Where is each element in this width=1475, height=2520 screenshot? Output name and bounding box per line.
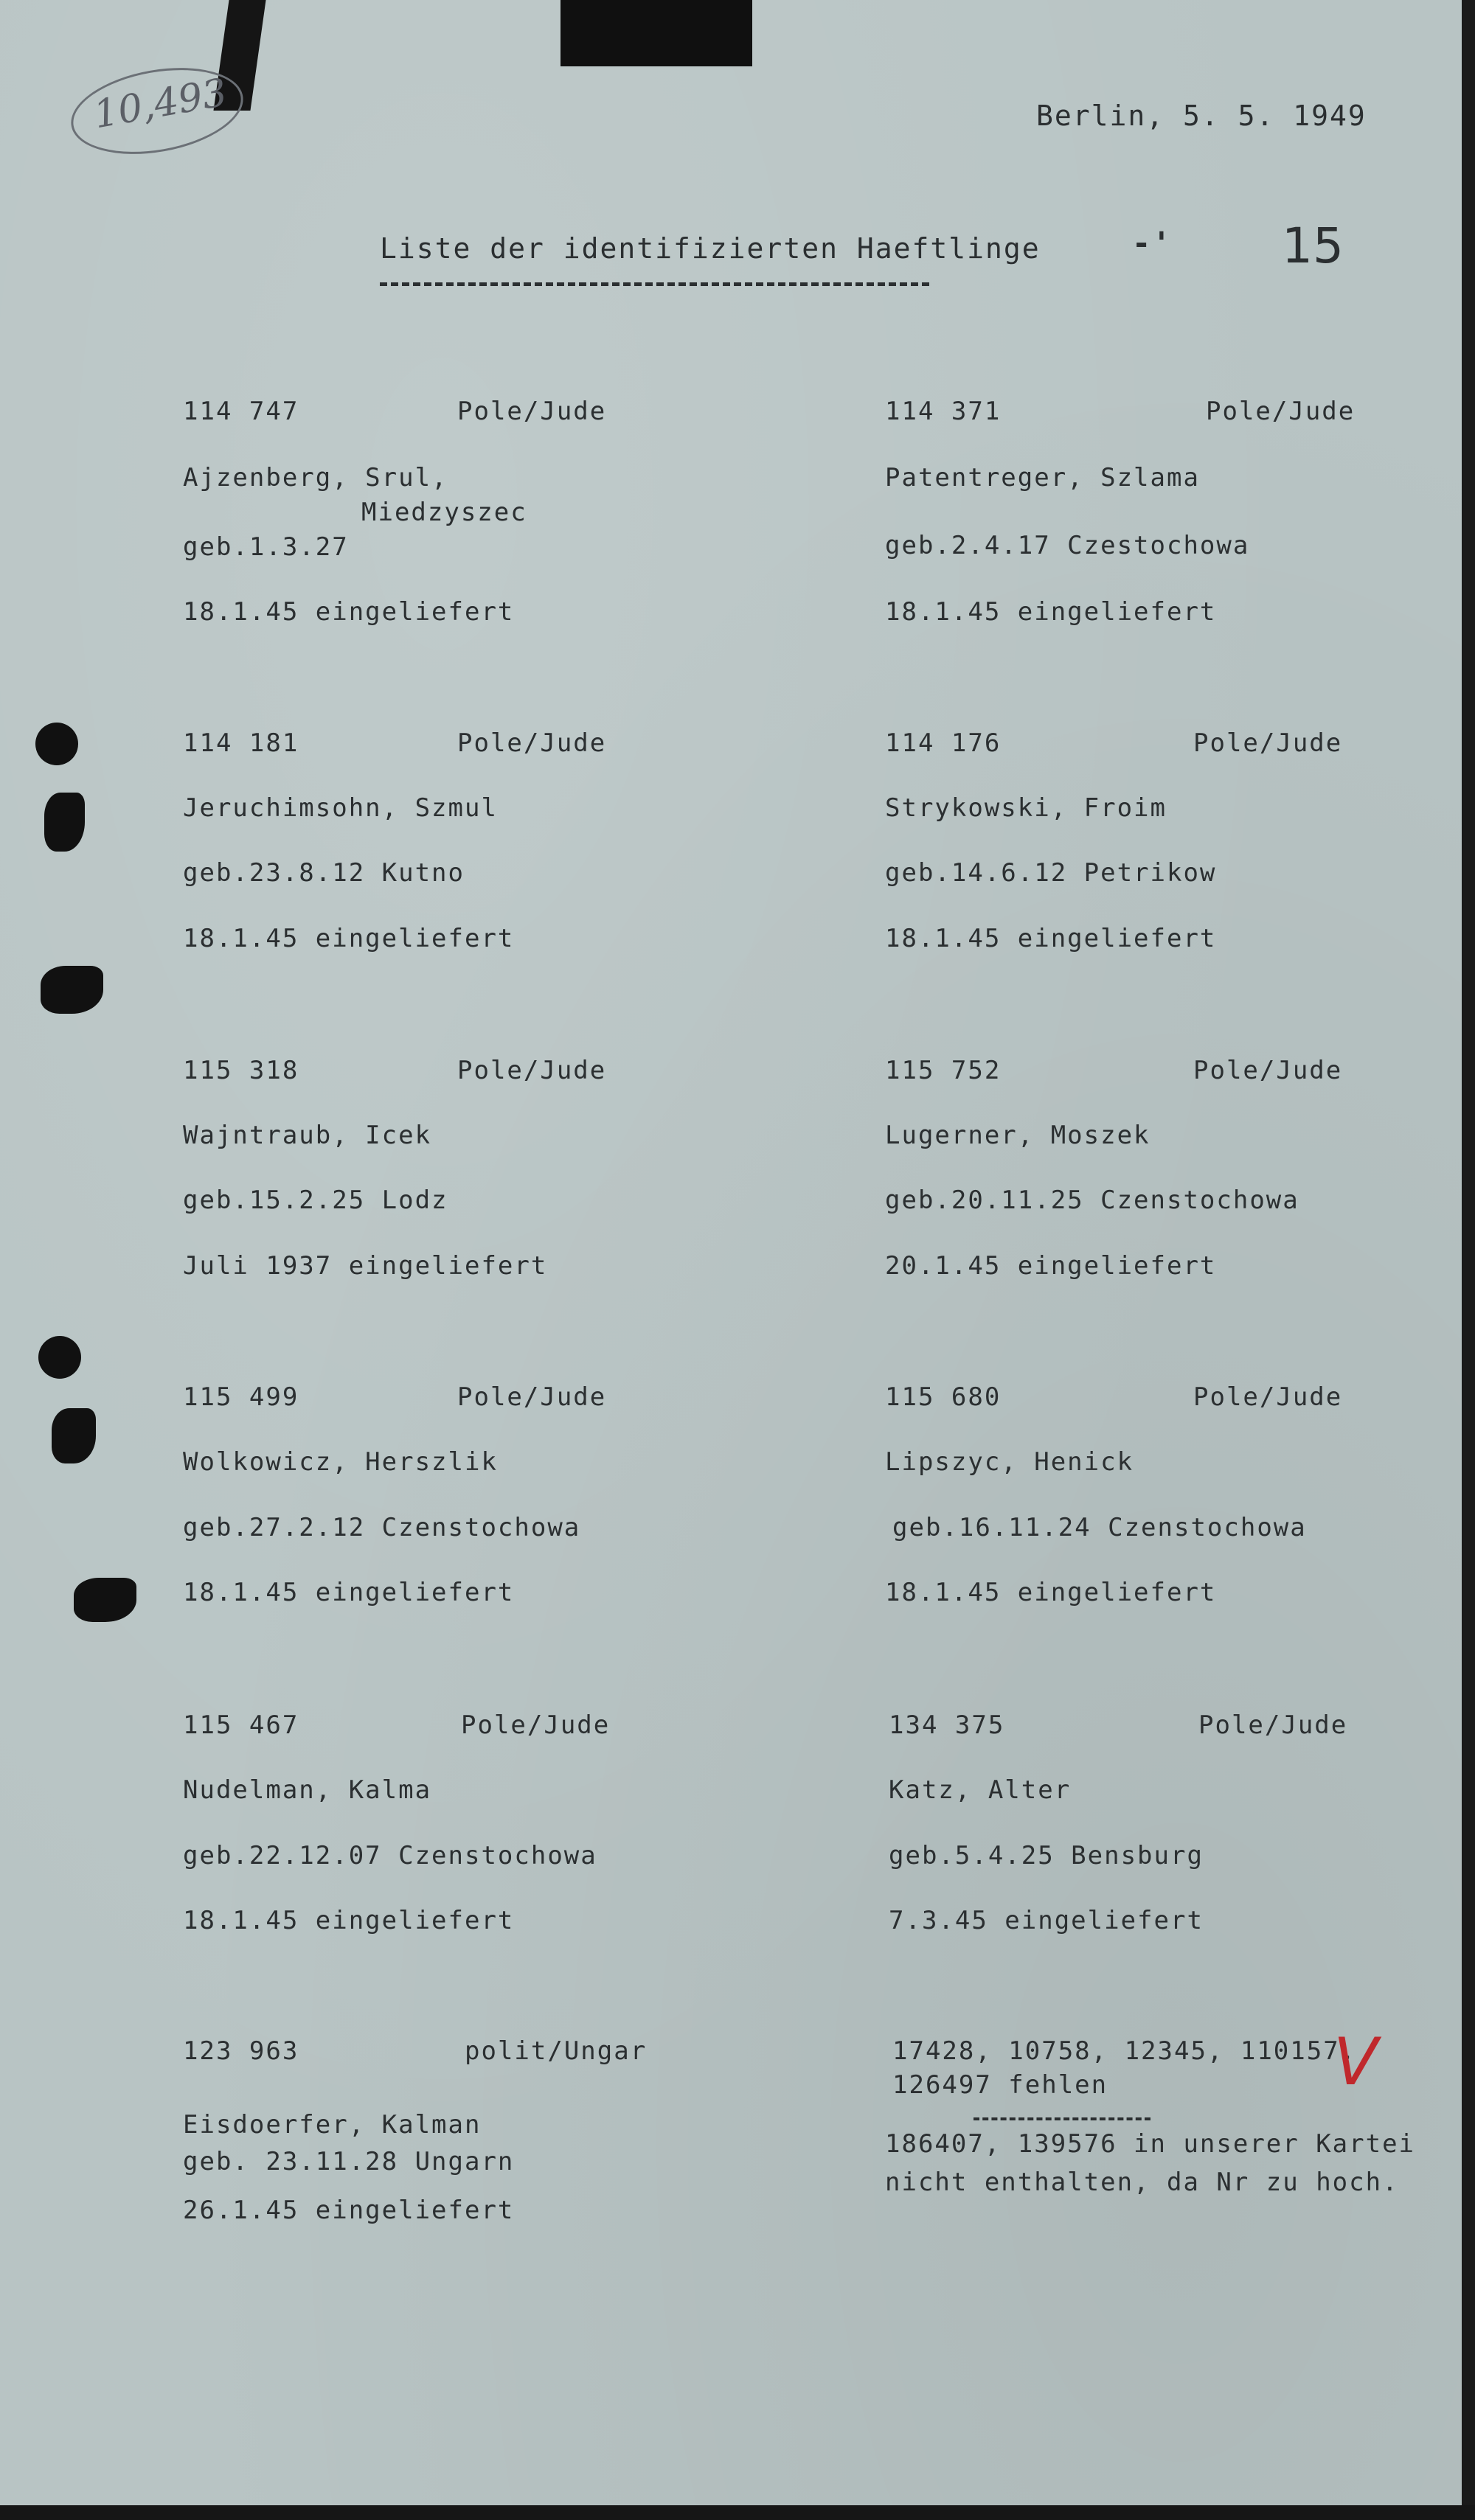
missing-numbers-line2: 126497 fehlen <box>892 2070 1108 2100</box>
punch-hole-torn <box>44 793 85 852</box>
page-edge-right <box>1462 0 1475 2520</box>
prisoner-name: Wolkowicz, Herszlik <box>183 1447 498 1477</box>
prisoner-admitted: 18.1.45 eingeliefert <box>885 924 1217 953</box>
prisoner-category: Pole/Jude <box>1193 1056 1343 1085</box>
prisoner-birth: geb.16.11.24 Czenstochowa <box>892 1513 1307 1542</box>
prisoner-name: Patentreger, Szlama <box>885 463 1200 492</box>
prisoner-name: Ajzenberg, Srul, <box>183 463 448 492</box>
prisoner-admitted: 18.1.45 eingeliefert <box>885 597 1217 627</box>
title-underline <box>380 282 929 286</box>
page-number: 15 <box>1282 217 1344 274</box>
prisoner-category: Pole/Jude <box>1193 1382 1343 1412</box>
not-found-line2: nicht enthalten, da Nr zu hoch. <box>885 2168 1399 2197</box>
prisoner-number: 115 499 <box>183 1382 299 1412</box>
dash-mark: -' <box>1132 225 1173 261</box>
not-found-line1: 186407, 139576 in unserer Kartei <box>885 2129 1416 2159</box>
prisoner-category: Pole/Jude <box>1193 728 1343 758</box>
prisoner-category: Pole/Jude <box>457 1382 607 1412</box>
prisoner-admitted: 7.3.45 eingeliefert <box>889 1906 1204 1935</box>
red-check-mark: V <box>1333 2024 1378 2100</box>
place-date: Berlin, 5. 5. 1949 <box>1036 100 1367 132</box>
prisoner-birth: geb.22.12.07 Czenstochowa <box>183 1841 597 1870</box>
prisoner-category: Pole/Jude <box>457 728 607 758</box>
prisoner-birth: geb.15.2.25 Lodz <box>183 1186 448 1215</box>
prisoner-birth: geb.27.2.12 Czenstochowa <box>183 1513 581 1542</box>
prisoner-birth: geb.20.11.25 Czenstochowa <box>885 1186 1299 1215</box>
prisoner-name: Wajntraub, Icek <box>183 1121 432 1150</box>
prisoner-place: Miedzyszec <box>361 498 527 527</box>
prisoner-category: Pole/Jude <box>1198 1710 1348 1740</box>
prisoner-number: 115 467 <box>183 1710 299 1740</box>
prisoner-birth: geb.2.4.17 Czestochowa <box>885 531 1250 560</box>
prisoner-name: Jeruchimsohn, Szmul <box>183 793 498 823</box>
missing-numbers-line1: 17428, 10758, 12345, 110157, <box>892 2036 1357 2066</box>
prisoner-birth: geb. 23.11.28 Ungarn <box>183 2147 515 2176</box>
prisoner-admitted: 18.1.45 eingeliefert <box>183 1906 515 1935</box>
prisoner-category: Pole/Jude <box>457 1056 607 1085</box>
prisoner-category: Pole/Jude <box>1206 397 1356 426</box>
notes-separator <box>974 2117 1150 2120</box>
prisoner-number: 114 747 <box>183 397 299 426</box>
prisoner-admitted: 18.1.45 eingeliefert <box>183 597 515 627</box>
prisoner-name: Lipszyc, Henick <box>885 1447 1134 1477</box>
prisoner-name: Nudelman, Kalma <box>183 1775 432 1805</box>
prisoner-birth: geb.1.3.27 <box>183 532 349 562</box>
prisoner-number: 115 680 <box>885 1382 1002 1412</box>
prisoner-number: 123 963 <box>183 2036 299 2066</box>
prisoner-name: Lugerner, Moszek <box>885 1121 1150 1150</box>
page-edge-bottom <box>0 2505 1475 2520</box>
prisoner-admitted: 18.1.45 eingeliefert <box>183 924 515 953</box>
punch-hole-torn <box>41 966 103 1014</box>
prisoner-number: 114 181 <box>183 728 299 758</box>
prisoner-category: Pole/Jude <box>457 397 607 426</box>
prisoner-category: Pole/Jude <box>461 1710 611 1740</box>
prisoner-admitted: Juli 1937 eingeliefert <box>183 1251 548 1281</box>
prisoner-category: polit/Ungar <box>465 2036 648 2066</box>
prisoner-number: 134 375 <box>889 1710 1005 1740</box>
prisoner-name: Eisdoerfer, Kalman <box>183 2110 482 2140</box>
prisoner-number: 115 752 <box>885 1056 1002 1085</box>
prisoner-name: Strykowski, Froim <box>885 793 1167 823</box>
prisoner-birth: geb.14.6.12 Petrikow <box>885 858 1217 888</box>
stamp-number: 10,493 <box>90 70 231 138</box>
prisoner-admitted: 18.1.45 eingeliefert <box>885 1578 1217 1607</box>
prisoner-number: 115 318 <box>183 1056 299 1085</box>
prisoner-number: 114 371 <box>885 397 1002 426</box>
prisoner-name: Katz, Alter <box>889 1775 1072 1805</box>
punch-hole <box>35 723 78 765</box>
prisoner-number: 114 176 <box>885 728 1002 758</box>
prisoner-admitted: 20.1.45 eingeliefert <box>885 1251 1217 1281</box>
torn-top-edge <box>560 0 752 66</box>
prisoner-birth: geb.23.8.12 Kutno <box>183 858 465 888</box>
prisoner-admitted: 26.1.45 eingeliefert <box>183 2196 515 2225</box>
punch-hole-torn <box>52 1408 96 1463</box>
document-title: Liste der identifizierten Haeftlinge <box>380 232 1041 265</box>
archive-stamp <box>64 55 250 166</box>
punch-hole <box>38 1336 81 1379</box>
prisoner-birth: geb.5.4.25 Bensburg <box>889 1841 1204 1870</box>
prisoner-admitted: 18.1.45 eingeliefert <box>183 1578 515 1607</box>
punch-hole-torn <box>74 1578 136 1622</box>
